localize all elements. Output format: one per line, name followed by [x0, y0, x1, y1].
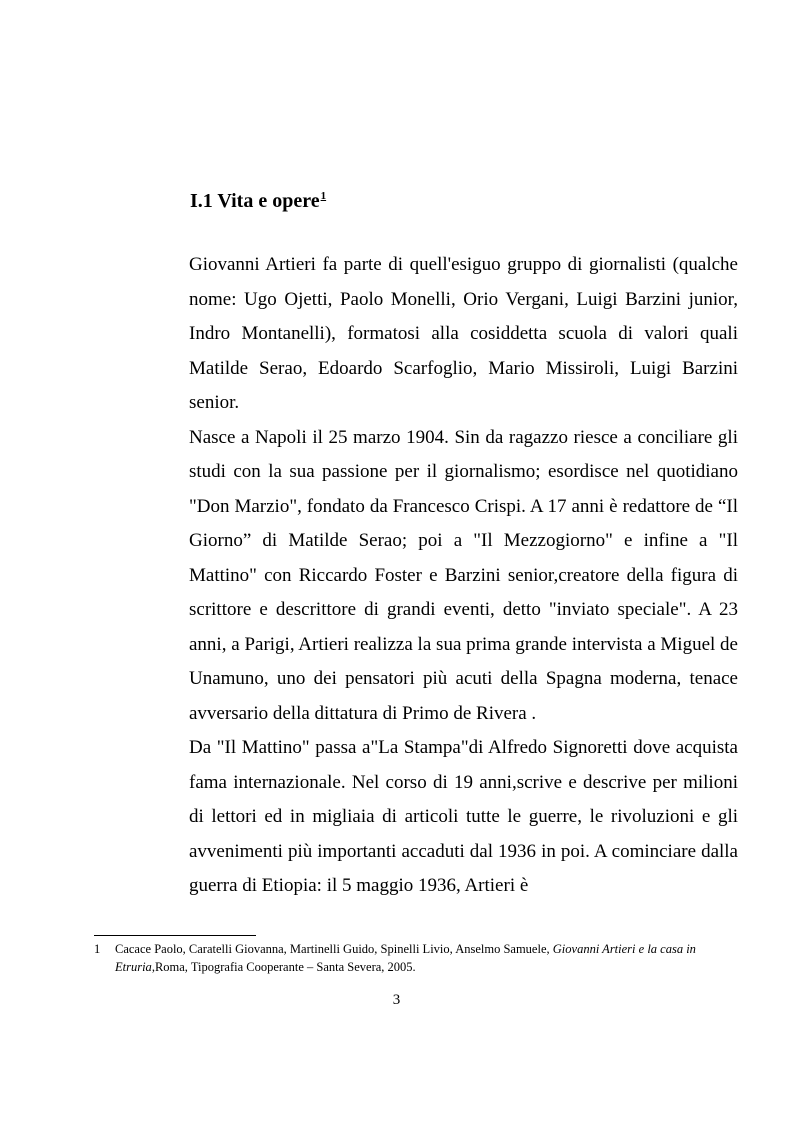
footnote-text: [115, 940, 744, 976]
paragraph-intro: Giovanni Artieri fa parte di quell'esiguo gruppo di giornalisti (qualche nome: Ugo Ojetti, Paolo Monelli, Orio Vergani, Luigi Barzini junior, Indro Montanelli), formatosi alla cosiddetta scuola di valori quali Matilde Serao, Edoardo Scarfoglio, Mario Missiroli, Luigi Barzini senior.: [189, 254, 738, 413]
footnote-reference[interactable]: 1: [320, 190, 327, 202]
footnote: [94, 940, 744, 976]
paragraph-career: Da "Il Mattino" passa a"La Stampa"di Alfredo Signoretti dove acquista fama internazionale. Nel corso di 19 anni,scrive e descrive per milioni di lettori ed in migliaia di articoli tutte le guerre, le rivoluzioni e gli avvenimenti più importanti accaduti dal 1936 in poi. A cominciare dalla guerra di Etiopia: il 5 maggio 1936, Artieri è: [189, 737, 738, 896]
paragraph-biography: Nasce a Napoli il 25 marzo 1904. Sin da ragazzo riesce a conciliare gli studi con la sua passione per il giornalismo; esordisce nel quotidiano "Don Marzio", fondato da Francesco Crispi. A 17 anni è redattore de “Il Giorno” di Matilde Serao; poi a "Il Mezzogiorno" e infine a "Il Mattino" con Riccardo Foster e Barzini senior,creatore della figura di scrittore e descrittore di grandi eventi, detto "inviato speciale". A 23 anni, a Parigi, Artieri realizza la sua prima grande intervista a Miguel de Unamuno, uno dei pensatori più acuti della Spagna moderna, tenace avversario della dittatura di Primo de Rivera .: [189, 426, 738, 724]
page-number: 3: [392, 992, 401, 1008]
footnote-separator: [94, 935, 256, 936]
footnote-publisher: ,Roma, Tipografia Cooperante – Santa Severa, 2005.: [151, 960, 416, 974]
section-heading: [190, 183, 326, 214]
footnote-number: 1: [94, 942, 101, 956]
footnote-title: Giovanni Artieri e la casa in Etruria: [115, 942, 696, 974]
body-text: [189, 248, 738, 904]
footnote-authors: Cacace Paolo, Caratelli Giovanna, Martinelli Guido, Spinelli Livio, Anselmo Samuele,: [115, 942, 553, 956]
heading-text: I.1 Vita e opere: [190, 190, 320, 212]
